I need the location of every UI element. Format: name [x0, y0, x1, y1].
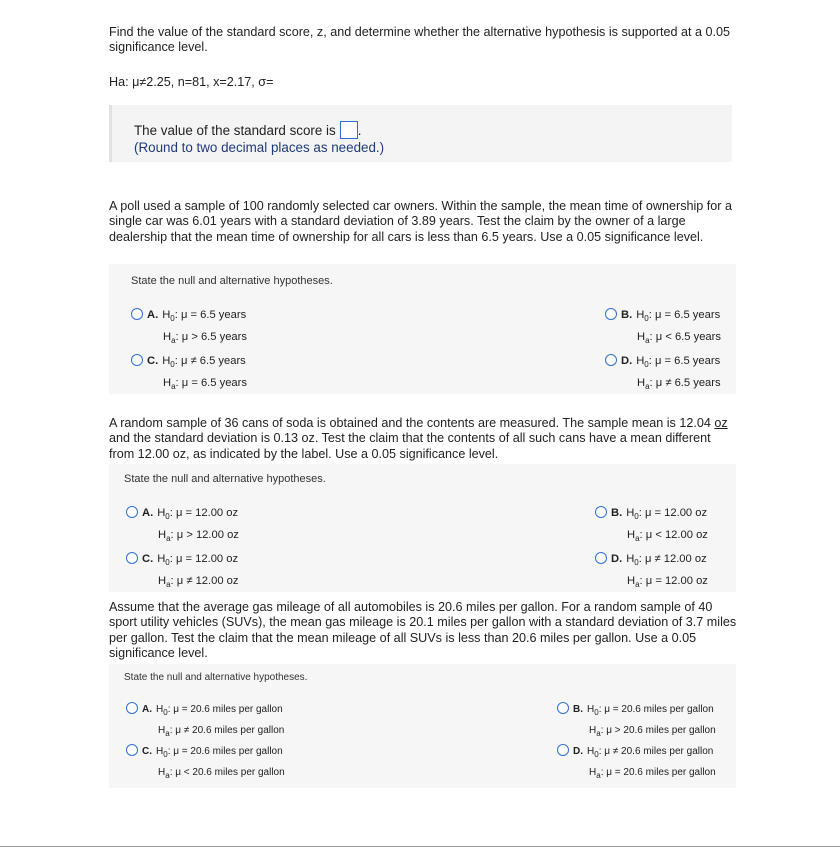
q1-answer-panel — [109, 105, 732, 162]
ha-text: μ ≠ 12.00 oz — [176, 575, 239, 588]
q4-option-d[interactable] — [557, 743, 716, 785]
option-letter: B. — [573, 704, 583, 715]
q2-prompt: A poll used a sample of 100 randomly selected car owners. Within the sample, the mean time of ownership for a single car was 6.01 years with a standard deviation of 3.89 years. Test the claim by the owner of a large dealership that the mean time of ownership for all cars is less than 6.5 years. Use a 0.05 significance level. — [109, 199, 733, 244]
option-letter: D. — [573, 746, 583, 757]
option-letter: C. — [142, 746, 152, 757]
q1-round-note: (Round to two decimal places as needed.) — [134, 140, 385, 155]
radio-icon[interactable] — [126, 744, 138, 756]
option-letter: D. — [621, 355, 633, 367]
ha-text: μ ≠ 20.6 miles per gallon — [175, 725, 285, 736]
ha-text: μ > 6.5 years — [181, 331, 247, 344]
option-letter: B. — [611, 507, 623, 519]
option-letter: A. — [142, 704, 152, 715]
h0-label: $H_0$: — [636, 355, 655, 370]
ha-line: $H_a$: μ ≠ 20.6 miles per gallon — [158, 725, 285, 738]
radio-icon[interactable] — [605, 354, 617, 366]
h0-label: $H_0$: — [157, 553, 176, 568]
q2-option-d[interactable] — [605, 352, 721, 396]
q1-answer-line: The value of the standard score is . — [134, 123, 362, 138]
ha-line: $H_a$: μ > 20.6 miles per gallon — [589, 725, 716, 738]
q3-option-c[interactable] — [126, 550, 239, 594]
standard-score-input[interactable] — [340, 121, 358, 139]
ha-text: μ = 6.5 years — [181, 377, 247, 390]
h0-label: $H_0$: — [156, 704, 174, 717]
q3-option-a[interactable] — [126, 504, 239, 548]
ha-line: $H_a$: μ > 12.00 oz — [158, 529, 239, 544]
h0-text: μ = 12.00 oz — [175, 553, 239, 565]
q2-option-b[interactable] — [605, 306, 721, 350]
q1-prompt: Find the value of the standard score, z, and determine whether the alternative hypothesis is supported at a 0.05 significance level. — [109, 25, 730, 55]
h0-label: $H_0$: — [587, 704, 605, 717]
h0-text: μ = 6.5 years — [654, 309, 721, 321]
ha-line: $H_a$: μ = 6.5 years — [163, 377, 247, 392]
q4-option-a[interactable] — [126, 701, 284, 743]
radio-icon[interactable] — [557, 744, 569, 756]
q3-state: State the null and alternative hypotheses. — [124, 473, 326, 485]
q3-option-d[interactable] — [595, 550, 708, 594]
h0-text: μ = 20.6 miles per gallon — [604, 704, 714, 715]
option-letter: A. — [147, 309, 159, 321]
q1-answer-label: The value of the standard score is — [134, 123, 336, 138]
ha-line: $H_a$: μ ≠ 12.00 oz — [158, 575, 239, 590]
h0-label: $H_0$: — [587, 746, 605, 759]
ha-line: $H_a$: μ < 20.6 miles per gallon — [158, 767, 285, 780]
ha-text: μ = 12.00 oz — [645, 575, 708, 588]
h0-label: $H_0$: — [162, 355, 181, 370]
h0-text: μ = 20.6 miles per gallon — [173, 746, 283, 757]
h0-label: $H_0$: — [626, 553, 645, 568]
q4-prompt: Assume that the average gas mileage of all automobiles is 20.6 miles per gallon. For a random sample of 40 sport utility vehicles (SUVs), the mean gas mileage is 20.1 miles per gallon with a standard deviation of 3.7 miles per gallon. Test the claim that the mean mileage of all SUVs is less than 20.6 miles per gallon. Use a 0.05 significance level. — [109, 600, 737, 661]
q4-option-b[interactable] — [557, 701, 716, 743]
q2-option-a[interactable] — [131, 306, 247, 350]
h0-label: $H_0$: — [157, 507, 176, 522]
radio-icon[interactable] — [595, 552, 607, 564]
radio-icon[interactable] — [595, 506, 607, 518]
h0-text: μ = 6.5 years — [180, 309, 247, 321]
h0-label: $H_0$: — [162, 309, 181, 324]
h0-text: μ = 20.6 miles per gallon — [173, 704, 283, 715]
ha-line: $H_a$: μ = 20.6 miles per gallon — [589, 767, 716, 780]
q2-state: State the null and alternative hypotheses. — [131, 275, 333, 287]
ha-line: $H_a$: μ = 12.00 oz — [627, 575, 708, 590]
h0-text: μ = 6.5 years — [654, 355, 721, 367]
ha-line: $H_a$: μ ≠ 6.5 years — [637, 377, 721, 392]
ha-text: μ = 20.6 miles per gallon — [606, 767, 716, 778]
radio-icon[interactable] — [126, 552, 138, 564]
q3-prompt: A random sample of 36 cans of soda is obtained and the contents are measured. The sample mean is 12.04 oz and the standard deviation is 0.13 oz. Test the claim that the contents of all such cans have a mean different from 12.00 oz, as indicated by the label. Use a 0.05 significance level. — [109, 416, 728, 461]
option-letter: C. — [147, 355, 159, 367]
oz-link[interactable]: oz — [714, 416, 728, 430]
h0-text: μ = 12.00 oz — [644, 507, 708, 519]
ha-text: μ > 12.00 oz — [176, 529, 239, 542]
q1-given: Ha: μ≠2.25, n=81, x=2.17, σ= — [109, 75, 274, 89]
q2-option-c[interactable] — [131, 352, 247, 396]
q4-option-c[interactable] — [126, 743, 285, 785]
option-letter: A. — [142, 507, 154, 519]
ha-line: $H_a$: μ < 6.5 years — [637, 331, 721, 346]
ha-line: $H_a$: μ > 6.5 years — [163, 331, 247, 346]
option-letter: D. — [611, 553, 623, 565]
ha-text: μ ≠ 6.5 years — [655, 377, 721, 390]
ha-line: $H_a$: μ < 12.00 oz — [627, 529, 708, 544]
h0-text: μ ≠ 6.5 years — [180, 355, 246, 367]
radio-icon[interactable] — [557, 702, 569, 714]
q3-option-b[interactable] — [595, 504, 708, 548]
h0-text: μ ≠ 12.00 oz — [644, 553, 707, 565]
radio-icon[interactable] — [131, 308, 143, 320]
radio-icon[interactable] — [126, 506, 138, 518]
ha-text: μ < 6.5 years — [655, 331, 721, 344]
ha-text: μ < 20.6 miles per gallon — [175, 767, 285, 778]
ha-text: μ > 20.6 miles per gallon — [606, 725, 716, 736]
radio-icon[interactable] — [131, 354, 143, 366]
h0-label: $H_0$: — [156, 746, 174, 759]
h0-text: μ ≠ 20.6 miles per gallon — [604, 746, 714, 757]
radio-icon[interactable] — [605, 308, 617, 320]
h0-text: μ = 12.00 oz — [175, 507, 239, 519]
ha-text: μ < 12.00 oz — [645, 529, 708, 542]
radio-icon[interactable] — [126, 702, 138, 714]
h0-label: $H_0$: — [626, 507, 645, 522]
q4-state: State the null and alternative hypotheses. — [124, 672, 308, 683]
option-letter: C. — [142, 553, 154, 565]
h0-label: $H_0$: — [636, 309, 655, 324]
option-letter: B. — [621, 309, 633, 321]
